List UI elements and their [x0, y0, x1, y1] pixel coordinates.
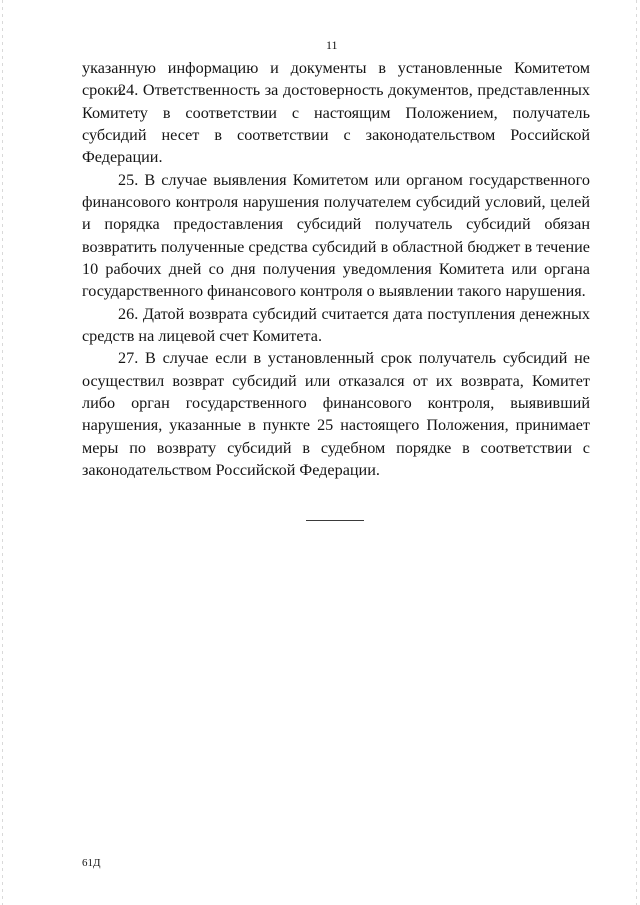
text-line: указанную информацию и документы в установленные Комитетом сроки. [82, 59, 590, 100]
paragraph-25 [82, 169, 590, 303]
scan-edge-left [2, 0, 3, 905]
text-line: Федерации. [82, 148, 163, 167]
text-line: 10 рабочих дней со дня получения уведомления Комитета или органа [82, 259, 590, 278]
text-line: 25. В случае выявления Комитетом или органом государственного [118, 170, 590, 189]
end-separator-line [306, 520, 364, 521]
scan-edge-right [636, 0, 637, 905]
text-line: возвратить полученные средства субсидий в областной бюджет в течение [82, 237, 590, 256]
text-line: средств на лицевой счет Комитета. [82, 326, 323, 345]
text-line: 24. Ответственность за достоверность документов, представленных [118, 81, 590, 100]
text-line: Комитету в соответствии с настоящим Положением, получатель [82, 103, 590, 122]
text-line: меры по возврату субсидий в судебном порядке в соответствии с [82, 438, 590, 457]
text-line: субсидий несет в соответствии с законодательством Российской [82, 125, 590, 144]
text-line: осуществил возврат субсидий или отказался от их возврата, Комитет [82, 371, 590, 390]
text-line: 27. В случае если в установленный срок получатель субсидий не [118, 349, 590, 368]
footer-code: 61Д [82, 857, 101, 869]
text-line: финансового контроля нарушения получателем субсидий условий, целей [82, 192, 590, 211]
paragraph-26 [82, 303, 590, 348]
text-line: государственного финансового контроля о выявлении такого нарушения. [82, 282, 586, 301]
page-number: 11 [326, 38, 338, 52]
text-line: законодательством Российской Федерации. [82, 460, 380, 479]
text-line: нарушения, указанные в пункте 25 настоящего Положения, принимает [82, 416, 590, 435]
text-line: либо орган государственного финансового контроля, выявивший [82, 393, 590, 412]
text-line: и порядка предоставления субсидий получатель субсидий обязан [82, 215, 590, 234]
text-line: 26. Датой возврата субсидий считается дата поступления денежных [118, 304, 590, 323]
paragraph-24 [82, 79, 590, 168]
paragraph-27 [82, 347, 590, 481]
document-body [82, 57, 590, 481]
